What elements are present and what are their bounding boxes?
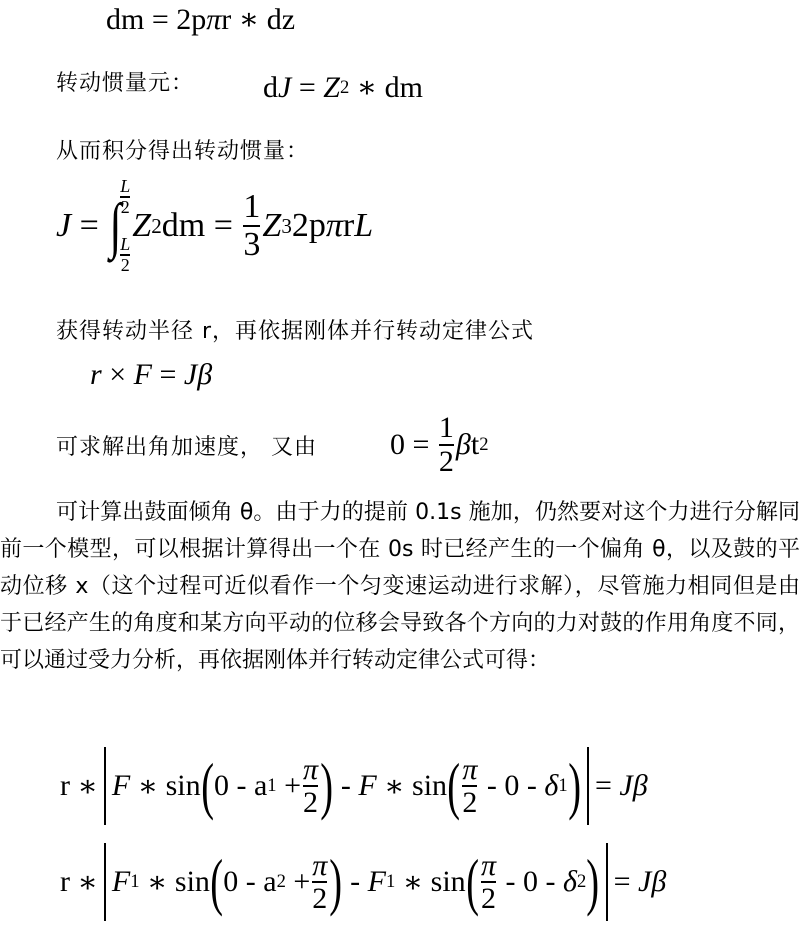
equation-integral: J = ∫ $\frac{L}{2}$ $\frac{L}{2}$ Z 2 dm = $\frac{1}{3}$ Z 3 2p π r L bbox=[56, 176, 374, 276]
solve-text: 可求解出角加速度， 又由 bbox=[56, 435, 317, 460]
equation-moment-element: d J = Z 2 ∗ dm bbox=[263, 70, 423, 104]
abs-left-bar bbox=[104, 843, 106, 921]
abs-left-bar bbox=[104, 747, 106, 825]
moment-element-label: 转动惯量元： bbox=[56, 71, 195, 96]
one-third: $\frac{1}{3}$ bbox=[243, 188, 261, 263]
equation-dm: dm = 2p π r ∗ dz bbox=[106, 2, 296, 36]
body-paragraph: 可计算出鼓面倾角 θ。由于力的提前 0.1s 施加，仍然要对这个力进行分解同前一个模型，可以根据计算得出一个在 0s 时已经产生的一个偏角 θ，以及鼓的平动位移 x（这个过程可近似看作一个匀变速运动进行求解），尽管施力相同但是由于已经产生的角度和某方向平动的位移会导致各个方向的力对鼓的作用角度不同，可以通过受力分析，再依据刚体并行转动定律公式可得： bbox=[0, 500, 800, 673]
equation-torque: r × F = J β bbox=[90, 358, 213, 391]
lower-limit: $\frac{L}{2}$ bbox=[120, 234, 131, 276]
equation-zero: 0 = $\frac{1}{2}$ β t 2 bbox=[390, 411, 489, 478]
one-half: $\frac{1}{2}$ bbox=[438, 411, 454, 478]
equation-final-1: r ∗ F ∗ sin ( 0 - a 1 + $\frac{\pi}{2}$ ) - F ∗ sin ( $\frac{\pi}{2}$ - 0 - δ 1 ) = J β bbox=[60, 744, 648, 828]
equation-final-2: r ∗ F 1 ∗ sin ( 0 - a 2 + $\frac{\pi}{2}$ ) - F 1 ∗ sin ( $\frac{\pi}{2}$ - 0 - δ 2 ) = J β bbox=[60, 840, 666, 924]
integral-sign: ∫ bbox=[109, 191, 122, 260]
integrate-text: 从而积分得出转动惯量： bbox=[56, 139, 310, 164]
upper-limit: $\frac{L}{2}$ bbox=[120, 176, 131, 217]
radius-text: 获得转动半径 r，再依据刚体并行转动定律公式 bbox=[56, 319, 535, 344]
abs-right-bar bbox=[606, 843, 608, 921]
abs-right-bar bbox=[587, 747, 589, 825]
